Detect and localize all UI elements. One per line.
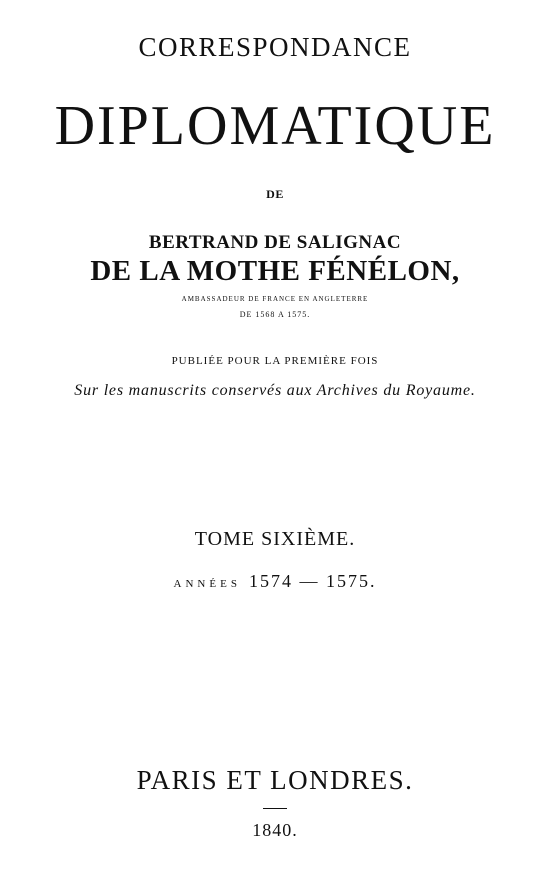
annees-range: 1574 — 1575. [248, 571, 377, 591]
title-line-correspondance: CORRESPONDANCE [138, 32, 412, 62]
tome-line: TOME SIXIÈME. [194, 528, 356, 550]
title-line-diplomatique: DIPLOMATIQUE [54, 95, 496, 157]
manuscripts-line: Sur les manuscrits conservés aux Archives du Royaume. [74, 382, 476, 399]
annees-label: ANNÉES [173, 578, 241, 590]
published-line: PUBLIÉE POUR LA PREMIÈRE FOIS [171, 355, 379, 367]
year-line: 1840. [252, 820, 298, 840]
annees-line [0, 572, 550, 591]
author-name-line2: DE LA MOTHE FÉNÉLON, [90, 255, 460, 287]
ambassador-dates: DE 1568 A 1575. [239, 310, 311, 319]
divider-rule [263, 808, 287, 809]
ambassador-line: AMBASSADEUR DE FRANCE EN ANGLETERRE [181, 295, 369, 303]
place-line: PARIS ET LONDRES. [136, 765, 414, 795]
title-line-de: DE [266, 187, 284, 201]
author-name-line1: BERTRAND DE SALIGNAC [148, 232, 402, 253]
